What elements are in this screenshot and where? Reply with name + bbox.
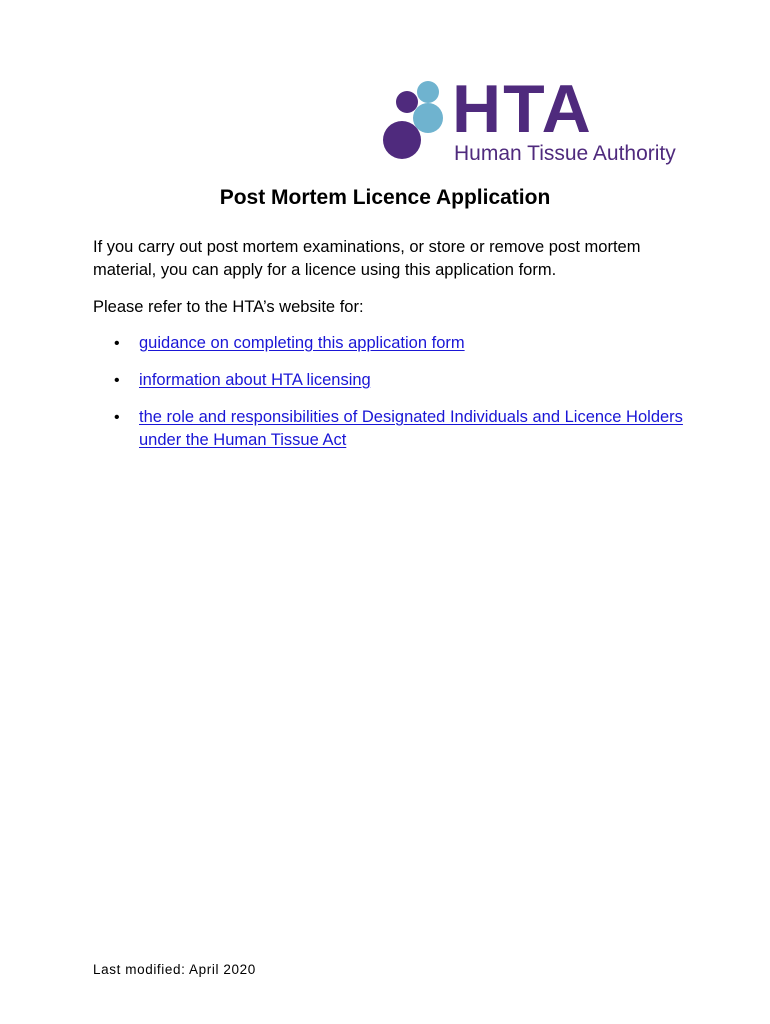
logo-circle-mid	[413, 103, 443, 133]
guidance-link[interactable]: guidance on completing this application form	[139, 334, 465, 352]
hta-logo	[380, 74, 700, 166]
bullet: •	[114, 372, 120, 389]
last-modified: Last modified: April 2020	[93, 962, 256, 977]
responsibilities-link[interactable]: the role and responsibilities of Designated Individuals and Licence Holders under the Human Tissue Act	[139, 408, 683, 449]
page-title: Post Mortem Licence Application	[219, 186, 551, 209]
logo-acronym: HTA	[452, 74, 593, 147]
list-item	[93, 332, 693, 355]
bullet: •	[114, 409, 120, 426]
list-item	[93, 406, 693, 452]
intro-paragraph: If you carry out post mortem examinations, or store or remove post mortem material, you can apply for a licence using this application form.	[93, 238, 641, 279]
link-list	[93, 332, 693, 466]
bullet: •	[114, 335, 120, 352]
refer-text: Please refer to the HTA’s website for:	[93, 298, 364, 316]
logo-circle-large	[383, 121, 421, 159]
logo-circle-left	[396, 91, 418, 113]
list-item	[93, 369, 693, 392]
logo-circle-small	[417, 81, 439, 103]
licensing-info-link[interactable]: information about HTA licensing	[139, 371, 371, 389]
logo-name: Human Tissue Authority	[454, 142, 676, 165]
